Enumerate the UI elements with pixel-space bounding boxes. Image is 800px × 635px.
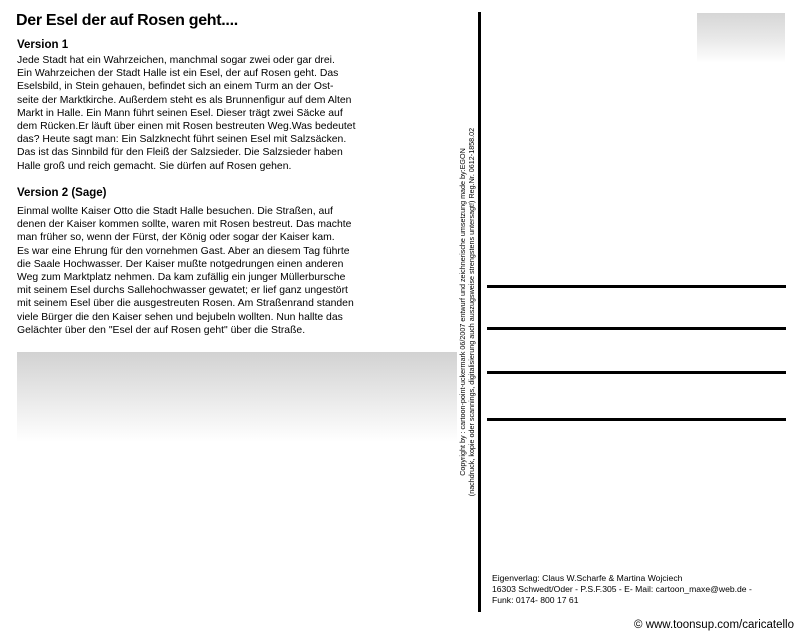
text-line: Jede Stadt hat ein Wahrzeichen, manchmal sogar zwei oder gar drei. <box>17 55 335 66</box>
text-line: Eselsbild, in Stein gehauen, befindet sich an einem Turm an der Ost- <box>17 81 334 93</box>
publisher-line: 16303 Schwedt/Oder - P.S.F.305 - E- Mail: cartoon_maxe@web.de - <box>492 584 752 594</box>
publisher-info <box>492 573 792 606</box>
copyright-line: Copyright by : cartoon-point-uckermark 06/2007 entwurf und zeichnerische umsetzung made by:EGON <box>458 148 467 476</box>
address-line <box>487 285 786 288</box>
text-line: Das ist das Sinnbild für den Fleiß der Salzsieder. Die Salzsieder haben <box>17 147 343 159</box>
address-line <box>487 327 786 330</box>
text-line: Weg zum Marktplatz nehmen. Da kam zufällig ein junger Müllerbursche <box>17 272 346 284</box>
text-line: denen der Kaiser kommen sollte, waren mit Rosen bestreut. Das machte <box>17 219 352 231</box>
text-line: dem Rücken.Er läuft über einen mit Rosen bestreuten Weg.Was bedeutet <box>17 121 356 133</box>
text-line: die Saale Hochwasser. Der Kaiser mußte notgedrungen einen anderen <box>17 258 344 270</box>
text-line: Halle groß und reich gemacht. Sie dürfen auf Rosen gehen. <box>17 160 292 172</box>
postcard-divider <box>478 12 481 612</box>
version2-text <box>17 205 397 337</box>
text-line: man früher so, wenn der Fürst, der König oder sogar der Kaiser kam. <box>17 232 335 244</box>
version1-text <box>17 54 397 173</box>
text-line: mit seinem Esel über die ausgestreuten Rosen. Am Straßenrand standen <box>17 298 354 310</box>
copyright-notice <box>458 12 478 612</box>
text-line: Ein Wahrzeichen der Stadt Halle ist ein Esel, der auf Rosen geht. Das <box>17 68 339 80</box>
publisher-line: Funk: 0174- 800 17 61 <box>492 595 579 605</box>
version2-heading: Version 2 (Sage) <box>17 187 107 199</box>
text-line: viele Bürger die den Kaiser sehen und bejubeln wollten. Nun hallte das <box>17 311 343 323</box>
version1-heading: Version 1 <box>17 39 69 51</box>
stamp-area <box>697 13 785 63</box>
address-line <box>487 418 786 421</box>
text-line: seite der Marktkirche. Außerdem steht es als Brunnenfigur auf dem Alten <box>17 94 352 106</box>
address-line <box>487 371 786 374</box>
text-line: Gelächter über den "Esel der auf Rosen geht" über die Straße. <box>17 324 306 336</box>
publisher-line: Eigenverlag: Claus W.Scharfe & Martina Wojciech <box>492 573 683 583</box>
copyright-line: (nachdruck, kopie oder scannings, digitalisierung auch auszugsweise strengstens untersagt!) Reg.Nr. 0612-1858.02 <box>467 127 476 497</box>
text-line: Einmal wollte Kaiser Otto die Stadt Halle besuchen. Die Straßen, auf <box>17 206 333 217</box>
text-line: das? Heute sagt man: Ein Salzknecht führt seinen Esel mit Salzsäcken. <box>17 134 347 146</box>
gradient-panel <box>17 352 457 442</box>
website-credit[interactable]: © www.toonsup.com/caricatello <box>634 619 794 631</box>
text-line: mit seinem Esel durchs Sallehochwasser gewatet; er lief ganz ungestört <box>17 285 348 297</box>
page-title: Der Esel der auf Rosen geht.... <box>16 12 238 29</box>
text-line: Es war eine Ehrung für den vornehmen Gast. Aber an diesem Tag führte <box>17 245 350 257</box>
text-line: Markt in Halle. Ein Mann führt seinen Esel. Dieser trägt zwei Säcke auf <box>17 107 343 119</box>
